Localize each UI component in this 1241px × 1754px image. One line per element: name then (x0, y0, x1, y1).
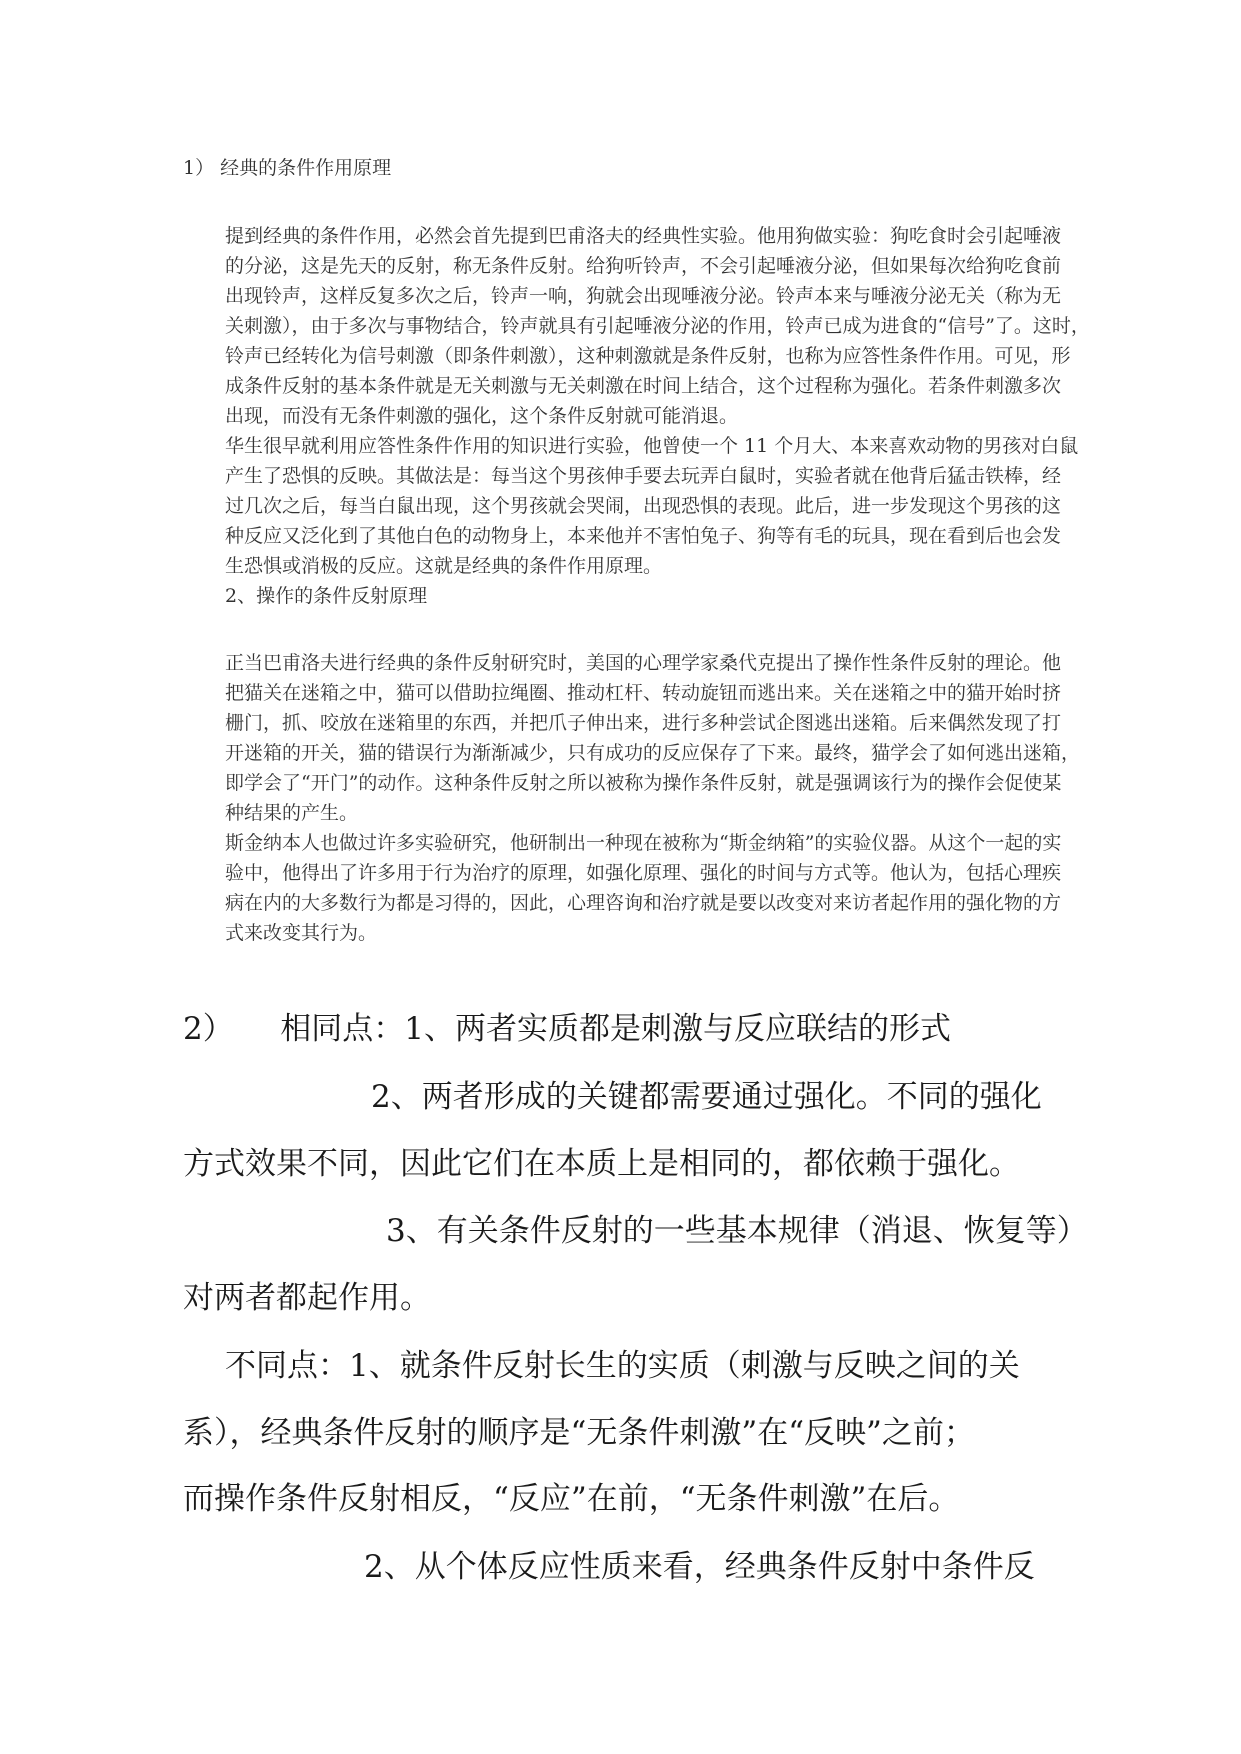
comparison-line: 2、两者形成的关键都需要通过强化。不同的强化 (371, 1079, 1042, 1115)
paragraph-line: 华生很早就利用应答性条件作用的知识进行实验，他曾使一个 11 个月大、本来喜欢动物的男孩对白鼠 (225, 435, 1079, 457)
comparison-line: 2、从个体反应性质来看，经典条件反射中条件反 (364, 1549, 1035, 1585)
paragraph-line: 铃声已经转化为信号刺激（即条件刺激），这种刺激就是条件反射，也称为应答性条件作用。可见，形 (225, 345, 1071, 367)
comparison-line: 2） 相同点：1、两者实质都是刺激与反应联结的形式 (183, 1011, 951, 1047)
paragraph-line: 正当巴甫洛夫进行经典的条件反射研究时，美国的心理学家桑代克提出了操作性条件反射的理论。他 (225, 652, 1062, 674)
paragraph-line: 斯金纳本人也做过许多实验研究，他研制出一种现在被称为“斯金纳箱”的实验仪器。从这个一起的实 (225, 832, 1062, 854)
paragraph-line: 开迷箱的开关，猫的错误行为渐渐减少，只有成功的反应保存了下来。最终，猫学会了如何逃出迷箱， (225, 742, 1081, 764)
paragraph-line: 种结果的产生。 (225, 802, 359, 824)
paragraph-line: 生恐惧或消极的反应。这就是经典的条件作用原理。 (225, 555, 663, 577)
section-heading-operant: 2、操作的条件反射原理 (225, 585, 428, 607)
paragraph-line: 的分泌，这是先天的反射，称无条件反射。给狗听铃声，不会引起唾液分泌，但如果每次给狗吃食前 (225, 255, 1062, 277)
paragraph-line: 关刺激），由于多次与事物结合，铃声就具有引起唾液分泌的作用，铃声已成为进食的“信号”了。这时， (225, 315, 1090, 337)
paragraph-line: 出现，而没有无条件刺激的强化，这个条件反射就可能消退。 (225, 405, 739, 427)
paragraph-line: 栅门，抓、咬放在迷箱里的东西，并把爪子伸出来，进行多种尝试企图逃出迷箱。后来偶然发现了打 (225, 712, 1062, 734)
paragraph-line: 即学会了“开门”的动作。这种条件反射之所以被称为操作条件反射，就是强调该行为的操作会促使某 (225, 772, 1062, 794)
section-heading-classical: 1） 经典的条件作用原理 (183, 157, 392, 179)
paragraph-line: 验中，他得出了许多用于行为治疗的原理，如强化原理、强化的时间与方式等。他认为，包括心理疾 (225, 862, 1062, 884)
paragraph-line: 产生了恐惧的反映。其做法是：每当这个男孩伸手要去玩弄白鼠时，实验者就在他背后猛击铁棒，经 (225, 465, 1062, 487)
comparison-line: 不同点：1、就条件反射长生的实质（刺激与反映之间的关 (225, 1348, 1020, 1384)
paragraph-line: 种反应又泛化到了其他白色的动物身上，本来他并不害怕兔子、狗等有毛的玩具，现在看到后也会发 (225, 525, 1062, 547)
paragraph-line: 过几次之后，每当白鼠出现，这个男孩就会哭闹，出现恐惧的表现。此后，进一步发现这个男孩的这 (225, 495, 1062, 517)
paragraph-line: 病在内的大多数行为都是习得的，因此，心理咨询和治疗就是要以改变对来访者起作用的强化物的方 (225, 892, 1062, 914)
comparison-line: 3、有关条件反射的一些基本规律（消退、恢复等） (386, 1213, 1088, 1249)
paragraph-line: 式来改变其行为。 (225, 922, 378, 944)
paragraph-line: 出现铃声，这样反复多次之后，铃声一响，狗就会出现唾液分泌。铃声本来与唾液分泌无关（称为无 (225, 285, 1062, 307)
comparison-line: 对两者都起作用。 (183, 1280, 431, 1316)
comparison-line: 系），经典条件反射的顺序是“无条件刺激”在“反映”之前； (183, 1415, 975, 1451)
paragraph-line: 提到经典的条件作用，必然会首先提到巴甫洛夫的经典性实验。他用狗做实验：狗吃食时会引起唾液 (225, 225, 1062, 247)
paragraph-line: 把猫关在迷箱之中，猫可以借助拉绳圈、推动杠杆、转动旋钮而逃出来。关在迷箱之中的猫开始时挤 (225, 682, 1062, 704)
comparison-line: 方式效果不同，因此它们在本质上是相同的，都依赖于强化。 (183, 1146, 1020, 1182)
comparison-line: 而操作条件反射相反，“反应”在前，“无条件刺激”在后。 (183, 1481, 960, 1517)
paragraph-line: 成条件反射的基本条件就是无关刺激与无关刺激在时间上结合，这个过程称为强化。若条件刺激多次 (225, 375, 1062, 397)
